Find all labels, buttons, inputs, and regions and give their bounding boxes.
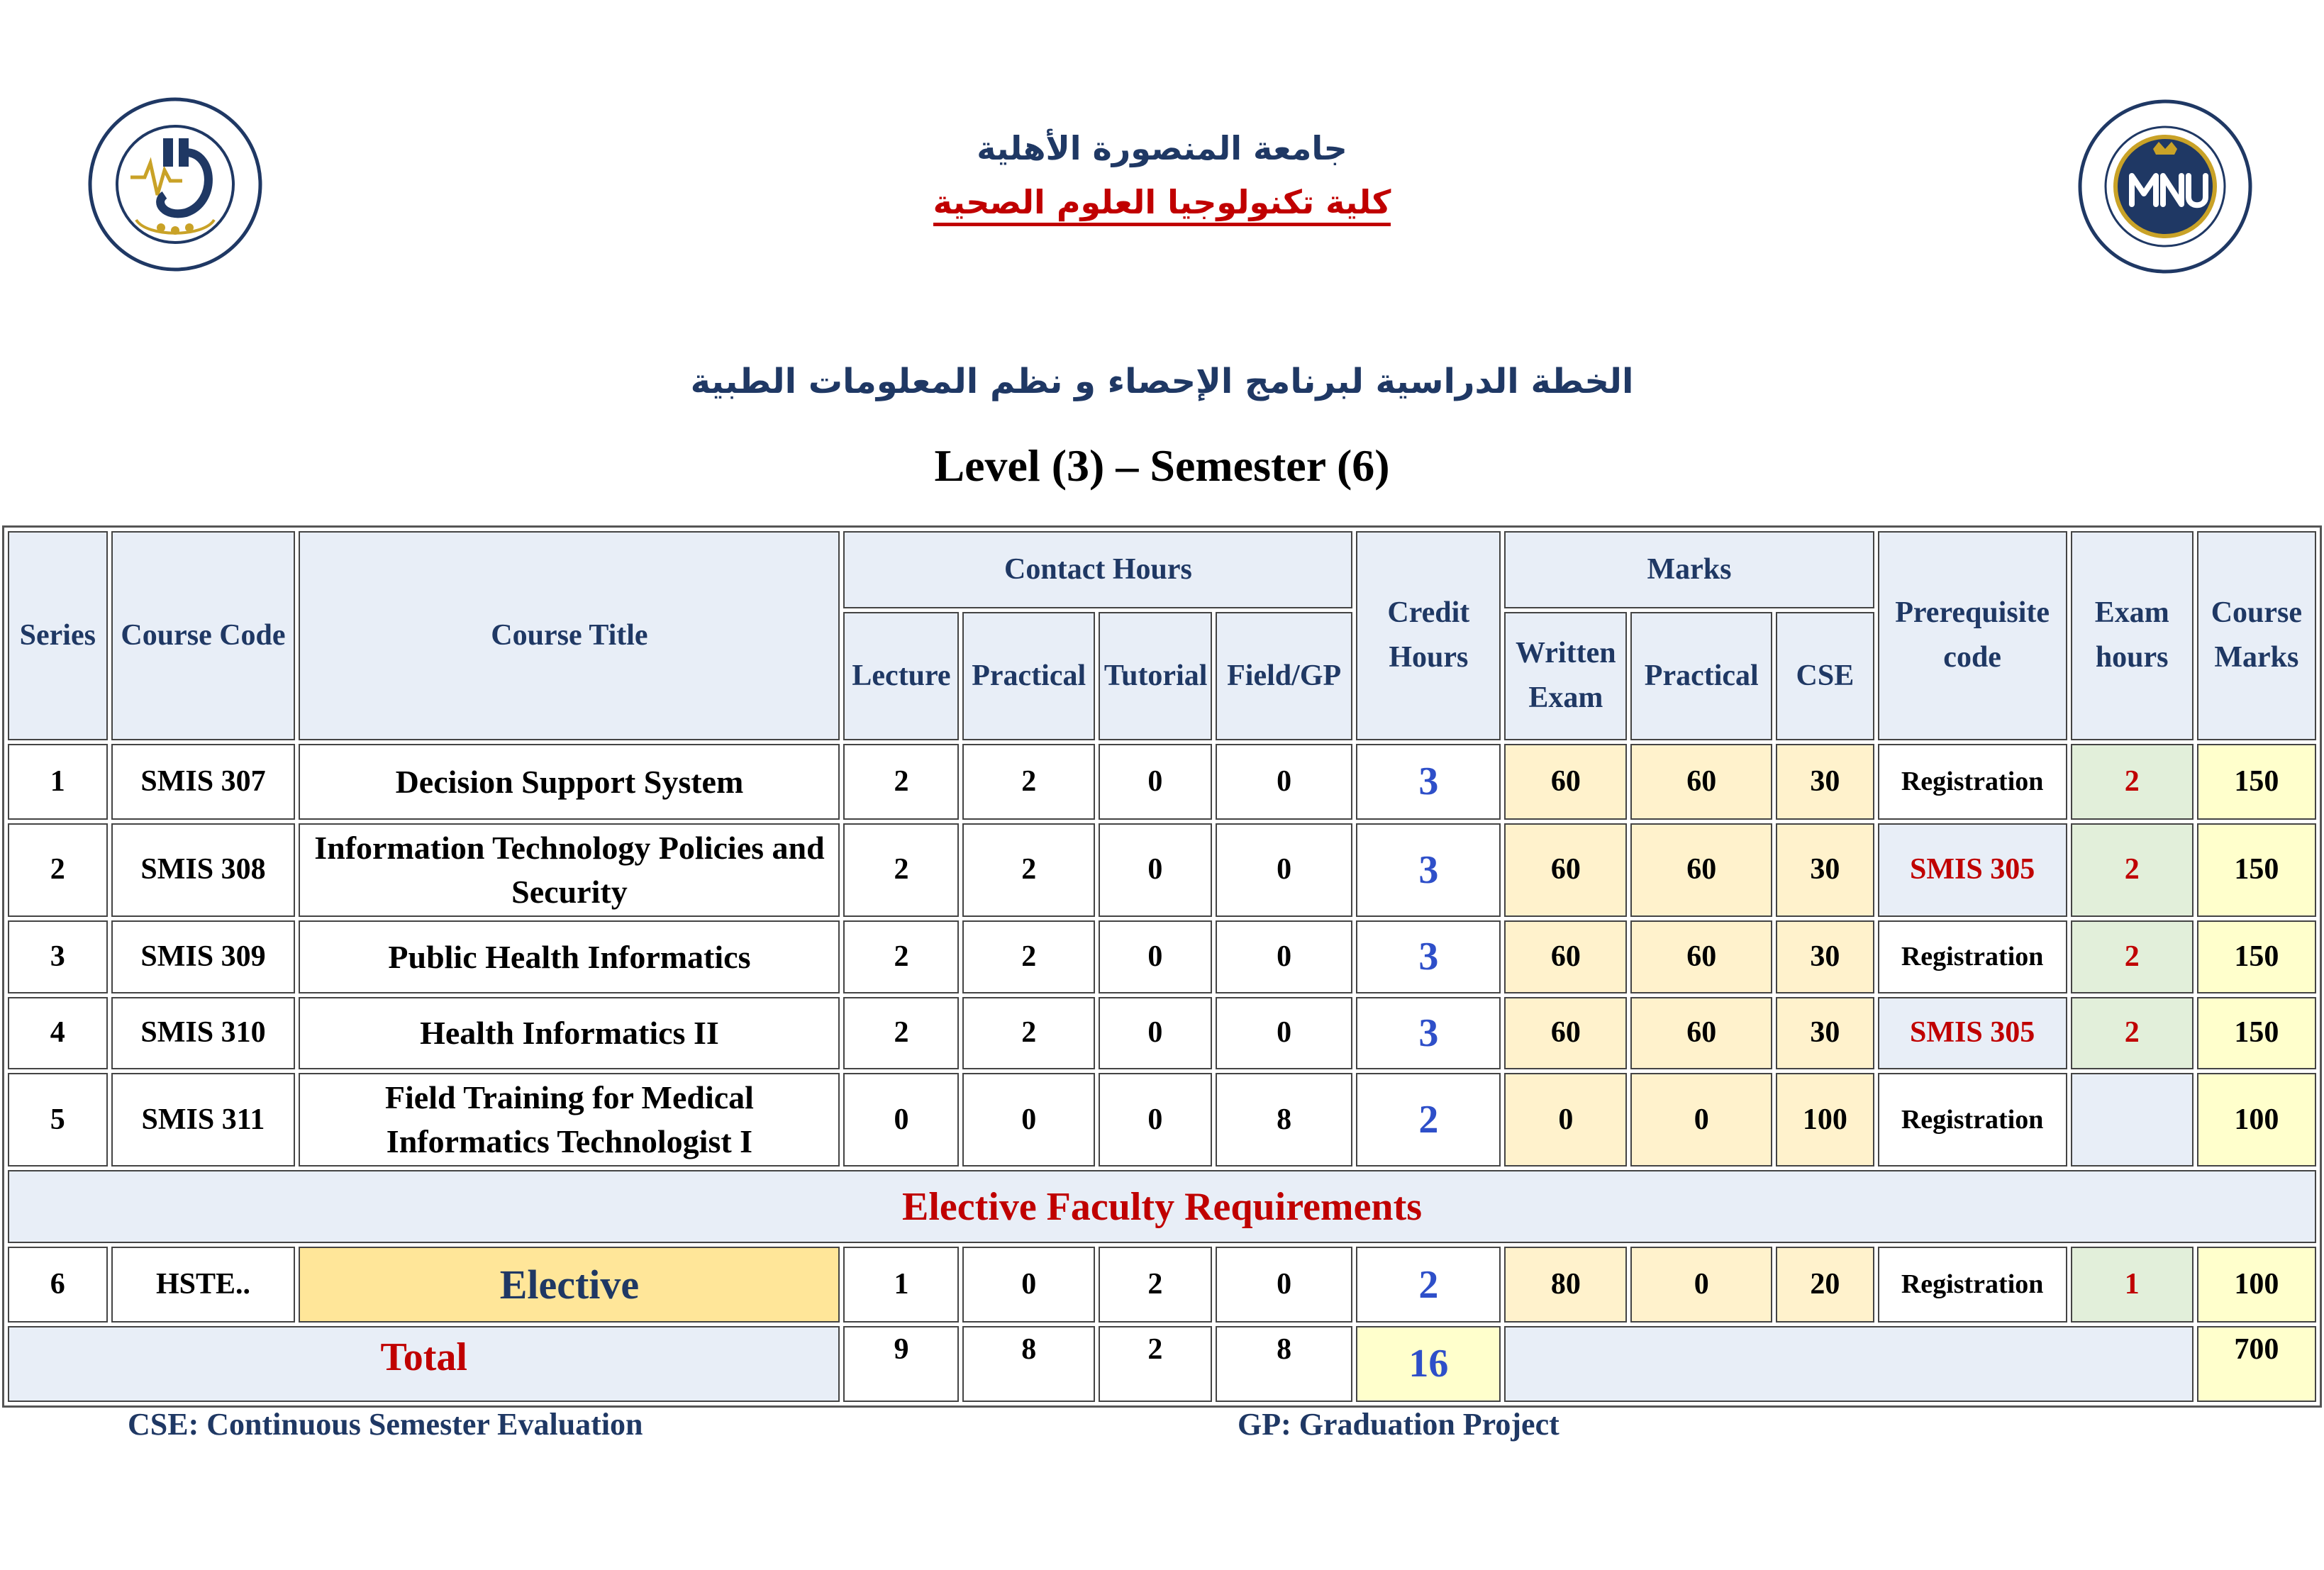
total-lecture: 9 [843, 1326, 959, 1402]
cell-series: 4 [8, 997, 108, 1070]
cell-course-title: Health Informatics II [299, 997, 840, 1070]
header-marks: Marks [1504, 531, 1874, 608]
table-row [8, 823, 2316, 917]
cell-tutorial: 0 [1099, 823, 1212, 917]
cell-field: 0 [1216, 744, 1353, 820]
cell-credit: 3 [1356, 744, 1501, 820]
cell-exam-hours [2071, 1073, 2194, 1167]
total-course-marks: 700 [2197, 1326, 2316, 1402]
cell-tutorial: 2 [1099, 1247, 1212, 1323]
table-row [8, 920, 2316, 993]
cell-course-marks: 150 [2197, 920, 2316, 993]
cell-course-marks: 100 [2197, 1247, 2316, 1323]
cell-course-code: SMIS 308 [111, 823, 296, 917]
header-contact-hours: Contact Hours [843, 531, 1352, 608]
cell-course-marks: 150 [2197, 744, 2316, 820]
cell-course-code: SMIS 309 [111, 920, 296, 993]
cell-course-title: Information Technology Policies and Security [299, 823, 840, 917]
cell-field: 8 [1216, 1073, 1353, 1167]
cell-cse: 100 [1776, 1073, 1874, 1167]
elective-section-row [8, 1170, 2316, 1243]
table-row [8, 997, 2316, 1070]
cell-exam-hours: 1 [2071, 1247, 2194, 1323]
cell-prerequisite: Registration [1878, 1073, 2067, 1167]
cell-marks-practical: 60 [1630, 744, 1772, 820]
cell-series: 6 [8, 1247, 108, 1323]
cell-credit: 3 [1356, 920, 1501, 993]
table-row [8, 1073, 2316, 1167]
cell-practical: 2 [962, 997, 1094, 1070]
cell-exam-hours: 2 [2071, 744, 2194, 820]
header-series: Series [8, 531, 108, 740]
total-field: 8 [1216, 1326, 1353, 1402]
faculty-name [0, 183, 2324, 221]
cell-lecture: 2 [843, 823, 959, 917]
total-blank [1504, 1326, 2194, 1402]
cell-series: 5 [8, 1073, 108, 1167]
cell-credit: 2 [1356, 1247, 1501, 1323]
total-credit: 16 [1356, 1326, 1501, 1402]
cell-cse: 30 [1776, 920, 1874, 993]
study-plan-title: الخطة الدراسية لبرنامج الإحصاء و نظم المعلومات الطبية [690, 362, 1634, 401]
cell-prerequisite: Registration [1878, 920, 2067, 993]
cell-credit: 3 [1356, 997, 1501, 1070]
cell-field: 0 [1216, 920, 1353, 993]
footnote-gp: GP: Graduation Project [1238, 1407, 1559, 1442]
cell-exam-hours: 2 [2071, 920, 2194, 993]
cell-cse: 30 [1776, 997, 1874, 1070]
cell-prerequisite: Registration [1878, 1247, 2067, 1323]
cell-written: 80 [1504, 1247, 1627, 1323]
header-cse: CSE [1776, 612, 1874, 740]
cell-marks-practical: 60 [1630, 920, 1772, 993]
cell-series: 2 [8, 823, 108, 917]
header-course-title: Course Title [299, 531, 840, 740]
university-name: جامعة المنصورة الأهلية [977, 129, 1347, 167]
header-credit-hours: Credit Hours [1356, 531, 1501, 740]
cell-practical: 0 [962, 1247, 1094, 1323]
cell-credit: 3 [1356, 823, 1501, 917]
cell-cse: 20 [1776, 1247, 1874, 1323]
cell-marks-practical: 0 [1630, 1073, 1772, 1167]
cell-cse: 30 [1776, 823, 1874, 917]
total-row [8, 1326, 2316, 1402]
header-tutorial: Tutorial [1099, 612, 1212, 740]
cell-exam-hours: 2 [2071, 997, 2194, 1070]
cell-marks-practical: 0 [1630, 1247, 1772, 1323]
level-semester-title: Level (3) – Semester (6) [934, 440, 1390, 491]
elective-section-title: Elective Faculty Requirements [8, 1170, 2316, 1243]
cell-course-title: Elective [299, 1247, 840, 1323]
header-marks-practical: Practical [1630, 612, 1772, 740]
cell-course-title: Field Training for Medical Informatics Technologist I [299, 1073, 840, 1167]
cell-lecture: 2 [843, 744, 959, 820]
study-plan-table [2, 525, 2322, 1408]
header-prerequisite: Prerequisite code [1878, 531, 2067, 740]
cell-course-code: SMIS 310 [111, 997, 296, 1070]
cell-course-title: Decision Support System [299, 744, 840, 820]
cell-series: 1 [8, 744, 108, 820]
cell-marks-practical: 60 [1630, 997, 1772, 1070]
cell-practical: 2 [962, 744, 1094, 820]
cell-marks-practical: 60 [1630, 823, 1772, 917]
elective-row [8, 1247, 2316, 1323]
cell-tutorial: 0 [1099, 1073, 1212, 1167]
cell-practical: 2 [962, 920, 1094, 993]
cell-course-marks: 150 [2197, 823, 2316, 917]
faculty-name-text: كلية تكنولوجيا العلوم الصحية [933, 183, 1391, 226]
header-lecture: Lecture [843, 612, 959, 740]
header-course-code: Course Code [111, 531, 296, 740]
cell-prerequisite: SMIS 305 [1878, 997, 2067, 1070]
header-exam-hours: Exam hours [2071, 531, 2194, 740]
footnote-cse: CSE: Continuous Semester Evaluation [128, 1407, 643, 1442]
cell-tutorial: 0 [1099, 997, 1212, 1070]
table-header-row [8, 531, 2316, 608]
cell-course-title: Public Health Informatics [299, 920, 840, 993]
cell-exam-hours: 2 [2071, 823, 2194, 917]
total-label: Total [8, 1326, 840, 1402]
cell-written: 0 [1504, 1073, 1627, 1167]
cell-written: 60 [1504, 744, 1627, 820]
cell-lecture: 0 [843, 1073, 959, 1167]
header-course-marks: Course Marks [2197, 531, 2316, 740]
cell-tutorial: 0 [1099, 920, 1212, 993]
cell-series: 3 [8, 920, 108, 993]
cell-course-code: SMIS 307 [111, 744, 296, 820]
table-row [8, 744, 2316, 820]
cell-field: 0 [1216, 1247, 1353, 1323]
cell-written: 60 [1504, 823, 1627, 917]
cell-lecture: 2 [843, 920, 959, 993]
header-field-gp: Field/GP [1216, 612, 1353, 740]
cell-prerequisite: Registration [1878, 744, 2067, 820]
cell-written: 60 [1504, 920, 1627, 993]
cell-credit: 2 [1356, 1073, 1501, 1167]
cell-lecture: 1 [843, 1247, 959, 1323]
cell-tutorial: 0 [1099, 744, 1212, 820]
cell-field: 0 [1216, 823, 1353, 917]
cell-practical: 2 [962, 823, 1094, 917]
cell-course-code: HSTE.. [111, 1247, 296, 1323]
cell-prerequisite: SMIS 305 [1878, 823, 2067, 917]
cell-course-marks: 150 [2197, 997, 2316, 1070]
cell-course-code: SMIS 311 [111, 1073, 296, 1167]
cell-written: 60 [1504, 997, 1627, 1070]
cell-cse: 30 [1776, 744, 1874, 820]
total-practical: 8 [962, 1326, 1094, 1402]
header-practical: Practical [962, 612, 1094, 740]
cell-practical: 0 [962, 1073, 1094, 1167]
cell-field: 0 [1216, 997, 1353, 1070]
total-tutorial: 2 [1099, 1326, 1212, 1402]
header-written-exam: Written Exam [1504, 612, 1627, 740]
cell-lecture: 2 [843, 997, 959, 1070]
cell-course-marks: 100 [2197, 1073, 2316, 1167]
